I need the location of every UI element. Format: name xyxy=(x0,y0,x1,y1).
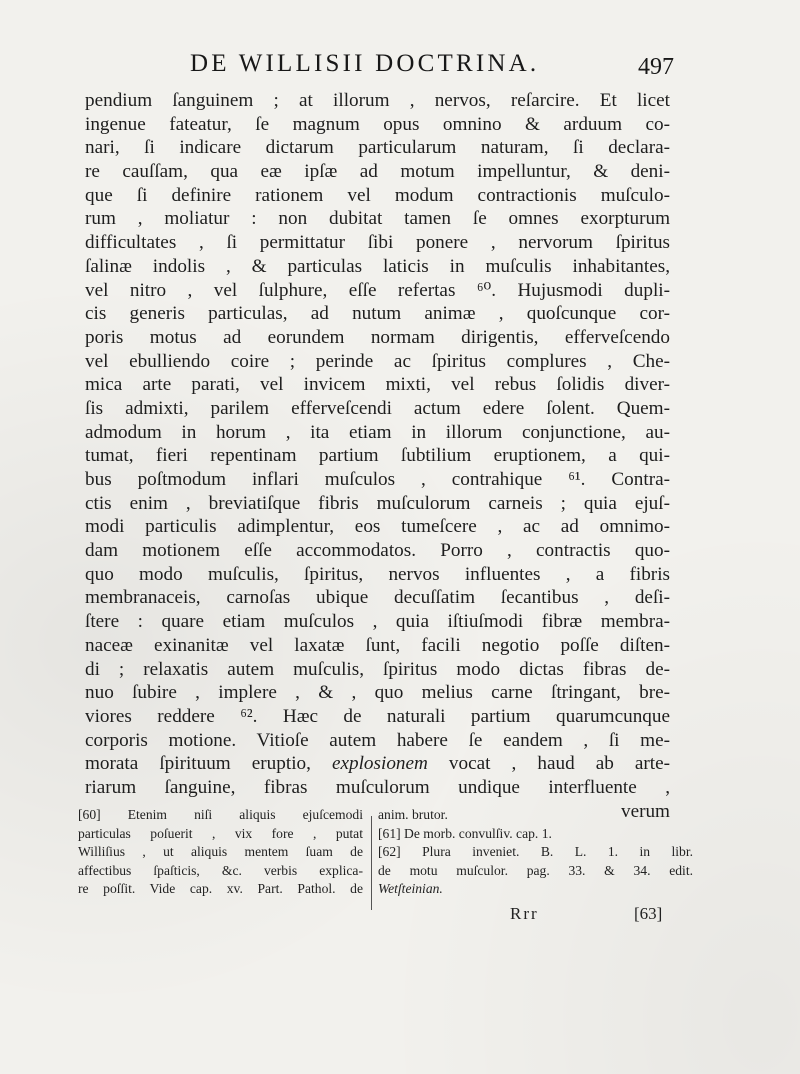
footnote-line xyxy=(378,880,693,899)
text-line: ſtere : quare etiam muſculos , quia iſtiuſmodi fibræ membra- xyxy=(85,611,670,633)
text-line: difficultates , ſi permittatur ſibi ponere , nervorum ſpiritus xyxy=(85,232,670,254)
text-line: cis generis particulas, ad nutum animæ , quoſcunque cor- xyxy=(85,303,670,325)
text-line: que ſi definire rationem vel modum contractionis muſculo- xyxy=(85,184,670,206)
footnote-divider xyxy=(371,816,372,910)
text-line: nari, ſi indicare dictarum particularum naturam, ſi declara- xyxy=(85,137,670,159)
footnote-line: re poſſit. Vide cap. xv. Part. Pathol. de xyxy=(78,881,363,897)
text-line: corporis motione. Vitioſe autem habere ſe eandem , ſi me- xyxy=(85,729,670,751)
text-line: ingenue fateatur, ſe magnum opus omnino & arduum co- xyxy=(85,113,670,135)
text-line: quo modo muſculis, ſpiritus, nervos influentes , a fibris xyxy=(85,563,670,585)
catchword: verum xyxy=(620,800,670,822)
text-line: admodum in horum , ita etiam in illorum conjunctione, au- xyxy=(85,421,670,443)
footnote-line: [60] Etenim niſi aliquis ejuſcemodi xyxy=(78,807,363,822)
text-line: ſalinæ indolis , & particulas laticis in muſculis inhabitantes, xyxy=(85,255,670,277)
text-line: viores reddere ⁶². Hæc de naturali partium quarumcunque xyxy=(85,705,670,727)
text-line: bus poſtmodum inflari muſculos , contrahique ⁶¹. Contra- xyxy=(85,469,670,490)
text-line: pendium ſanguinem ; at illorum , nervos, reſarcire. Et licet xyxy=(85,90,670,111)
text-line: re cauſſam, qua eæ ipſæ ad motum impelluntur, & deni- xyxy=(85,161,670,183)
text-line: modi particulis adimplentur, eos tumeſcere , ac ad omnimo- xyxy=(85,516,670,538)
text-line: di ; relaxatis autem muſculis, ſpiritus modo dictas fibras de- xyxy=(85,658,670,680)
footnote-line: anim. brutor. xyxy=(378,807,448,822)
text-line: vel nitro , vel ſulphure, eſſe refertas ⁶⁰. Hujusmodi dupli- xyxy=(85,279,670,301)
text-line: vel ebulliendo coire ; perinde ac ſpiritus complures , Che- xyxy=(85,350,670,372)
page-number: 497 xyxy=(638,54,674,80)
text-line: dam motionem eſſe accommodatos. Porro , contractis quo- xyxy=(85,540,670,562)
text-line: poris motus ad eorundem normam dirigentis, efferveſcendo xyxy=(85,326,670,348)
text-line: rum , moliatur : non dubitat tamen ſe omnes exorpturum xyxy=(85,208,670,230)
footnote-line: affectibus ſpaſticis, &c. verbis explica- xyxy=(78,862,363,878)
text-line: naceæ exinanitæ vel laxatæ ſunt, facili negotio poſſe diſten- xyxy=(85,634,670,656)
footnotes-left-column xyxy=(78,806,363,899)
text-line: mica arte parati, vel invicem mixti, vel rebus ſolidis diver- xyxy=(85,374,670,396)
footnote-line: de motu muſculor. pag. 33. & 34. edit. xyxy=(378,862,693,878)
next-footnote-catchword: [63] xyxy=(634,904,663,923)
footnotes-right-column xyxy=(378,806,693,899)
footnote-line: [62] Plura inveniet. B. L. 1. in libr. xyxy=(378,844,693,860)
text-line: riarum ſanguine, fibras muſculorum undique interfluente , xyxy=(85,776,670,798)
text-line: ctis enim , breviatiſque fibris muſculorum carneis ; quia ejuſ- xyxy=(85,492,670,514)
signature-mark: Rrr xyxy=(510,904,539,923)
footnote-edition-name: Wetſteinian. xyxy=(378,881,443,897)
footnote-line: Williſius , ut aliquis mentem ſuam de xyxy=(78,844,363,860)
text-line: ſis admixti, parilem efferveſcendi actum edere ſolent. Quem- xyxy=(85,397,670,419)
page-header xyxy=(190,50,690,82)
text-line: membranaceis, carnoſas ubique decuſſatim ſecantibus , deſi- xyxy=(85,587,670,609)
main-text-block xyxy=(85,89,670,823)
text-line: nuo ſubire , implere , & , quo melius carne ſtringant, bre- xyxy=(85,682,670,704)
running-title: DE WILLISII DOCTRINA. xyxy=(190,50,540,77)
text-line: morata ſpirituum eruptio, explosionem vocat , haud ab arte- xyxy=(85,753,670,775)
footnote-line: particulas poſuerit , vix fore , putat xyxy=(78,825,363,841)
footnote-line: [61] De morb. convulſiv. cap. 1. xyxy=(378,825,552,841)
text-line: tumat, fieri repentinam partium ſubtilium eruptionem, a qui- xyxy=(85,445,670,467)
